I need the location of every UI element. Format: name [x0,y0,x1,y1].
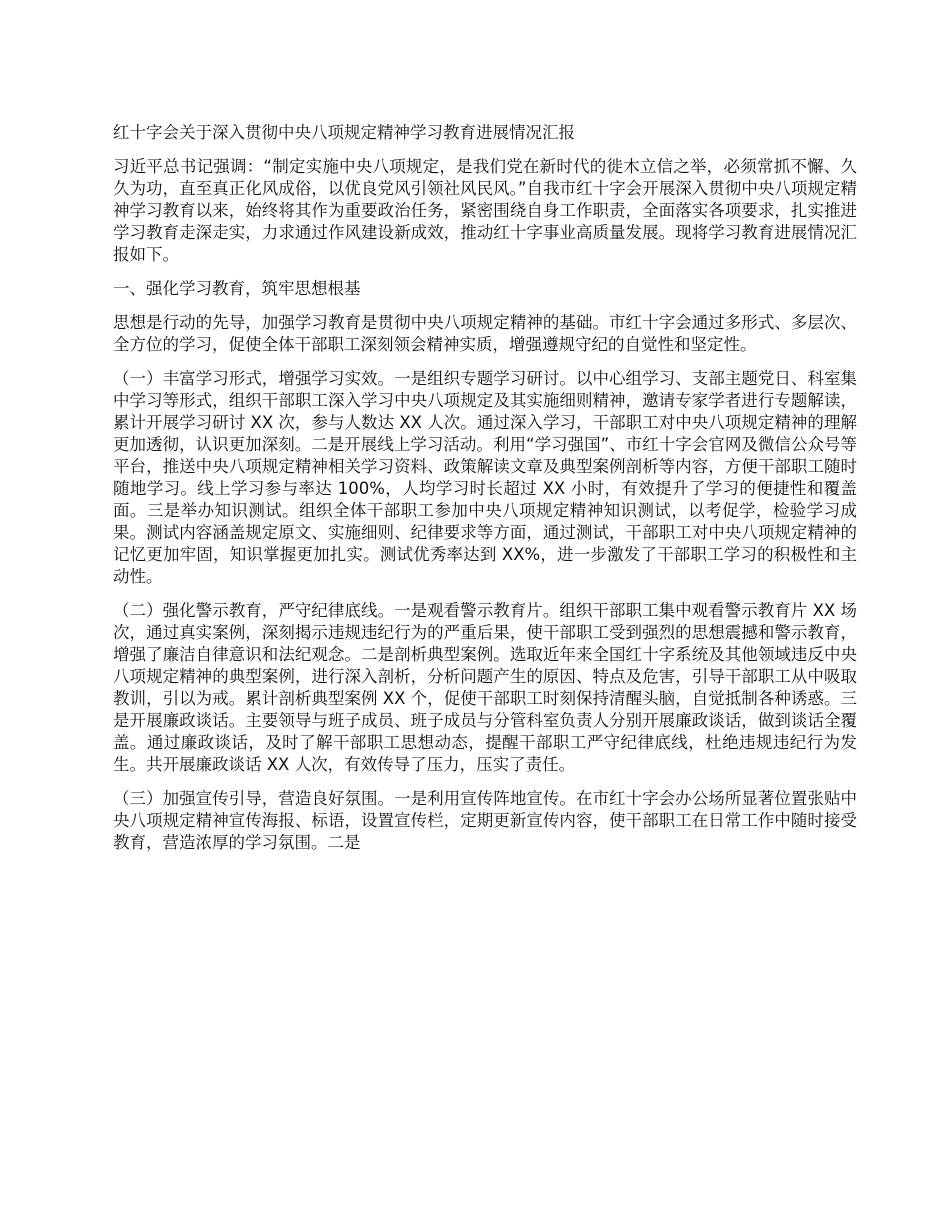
item-1-paragraph: （一）丰富学习形式，增强学习实效。一是组织专题学习研讨。以中心组学习、支部主题党日、科室集中学习等形式，组织干部职工深入学习中央八项规定及其实施细则精神，邀请专家学者进行专题解读，累计开展学习研讨 XX 次，参与人数达 XX 人次。通过深入学习，干部职工对中央八项规定精神的理解更加透彻，认识更加深刻。二是开展线上学习活动。利用“学习强国”、市红十字会官网及微信公众号等平台，推送中央八项规定精神相关学习资料、政策解读文章及典型案例剖析等内容，方便干部职工随时随地学习。线上学习参与率达 100%，人均学习时长超过 XX 小时，有效提升了学习的便捷性和覆盖面。三是举办知识测试。组织全体干部职工参加中央八项规定精神知识测试，以考促学，检验学习成果。测试内容涵盖规定原文、实施细则、纪律要求等方面，通过测试，干部职工对中央八项规定精神的记忆更加牢固，知识掌握更加扎实。测试优秀率达到 XX%，进一步激发了干部职工学习的积极性和主动性。 [113,369,857,586]
document-title: 红十字会关于深入贯彻中央八项规定精神学习教育进展情况汇报 [113,123,575,142]
document-page [113,122,857,866]
section-1-heading: 一、强化学习教育，筑牢思想根基 [113,279,361,298]
intro-paragraph: 习近平总书记强调：“制定实施中央八项规定，是我们党在新时代的徙木立信之举，必须常抓不懈、久久为功，直至真正化风成俗，以优良党风引领社风民风。”自我市红十字会开展深入贯彻中央八项规定精神学习教育以来，始终将其作为重要政治任务，紧密围绕自身工作职责，全面落实各项要求，扎实推进学习教育走深走实，力求通过作风建设新成效，推动红十字事业高质量发展。现将学习教育进展情况汇报如下。 [113,157,857,264]
section-1-intro-paragraph: 思想是行动的先导，加强学习教育是贯彻中央八项规定精神的基础。市红十字会通过多形式、多层次、全方位的学习，促使全体干部职工深刻领会精神实质，增强遵规守纪的自觉性和坚定性。 [113,313,857,354]
item-2-paragraph: （二）强化警示教育，严守纪律底线。一是观看警示教育片。组织干部职工集中观看警示教育片 XX 场次，通过真实案例，深刻揭示违规违纪行为的严重后果，使干部职工受到强烈的思想震撼和警示教育，增强了廉洁自律意识和法纪观念。二是剖析典型案例。选取近年来全国红十字系统及其他领域违反中央八项规定精神的典型案例，进行深入剖析，分析问题产生的原因、特点及危害，引导干部职工从中吸取教训，引以为戒。累计剖析典型案例 XX 个，促使干部职工时刻保持清醒头脑，自觉抵制各种诱惑。三是开展廉政谈话。主要领导与班子成员、班子成员与分管科室负责人分别开展廉政谈话，做到谈话全覆盖。通过廉政谈话，及时了解干部职工思想动态，提醒干部职工严守纪律底线，杜绝违规违纪行为发生。共开展廉政谈话 XX 人次，有效传导了压力，压实了责任。 [113,601,857,774]
item-3-paragraph: （三）加强宣传引导，营造良好氛围。一是利用宣传阵地宣传。在市红十字会办公场所显著位置张贴中央八项规定精神宣传海报、标语，设置宣传栏，定期更新宣传内容，使干部职工在日常工作中随时接受教育，营造浓厚的学习氛围。二是 [113,789,857,852]
